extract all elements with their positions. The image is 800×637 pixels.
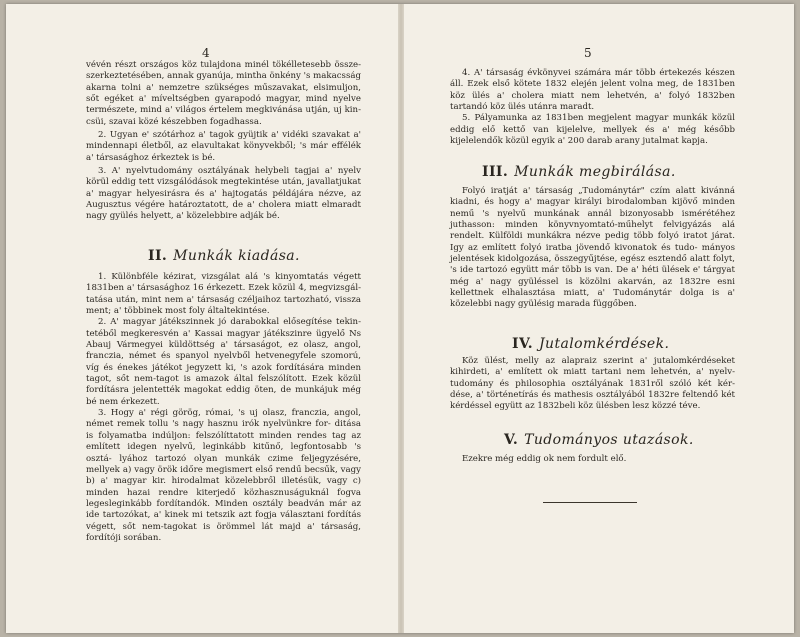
paragraph-continuation	[86, 60, 361, 223]
left-page	[6, 4, 398, 633]
section-5-body	[450, 454, 735, 465]
text-block: Köz ülést, melly az alapraiz szerint a' jutalomkérdéseket kihirdeti, a' említett ok miatt tartani nem lehetvén, a' nyelv- tudomány és philosophia osztályának 1831ről szóló két kér- dése, a' történetírás és mathesis osztályából 1832re feltendő két kérdéssel együtt az 1832beli köz ülésben lesz közzé téve.	[450, 356, 735, 412]
section-heading-2: II. Munkák kiadása.	[148, 248, 300, 264]
list-item-1: 1. Különbféle kézirat, vizsgálat alá 's kinyomtatás végett 1831ben a' társasághoz 16 érkezett. Ezek közül 4, megvizsgál- tatása után, mint nem a' társaság czéljaihoz tartozható, vissza ment; a' többinek most foly általtekintése.	[86, 272, 361, 317]
page-number: 4	[202, 46, 211, 60]
section-3-body	[450, 186, 735, 311]
list-item-3: 3. A' nyelvtudomány osztályának helybeli tagjai a' nyelv körül eddig tett vizsgálódások megtekintése után, javallatjukat a' magyar helyesirásra és a' hajtogatás példájára nézve, az Augusztus végére határoztatott, de a' cholera miatt elmaradt nagy gyülés helyett, a' közelebbire adják bé.	[86, 166, 361, 222]
section-heading-4: IV. Jutalomkérdések.	[512, 336, 670, 352]
section-2-body	[86, 272, 361, 544]
list-item-4: 4. A' társaság évkönyvei számára már több értekezés készen áll. Ezek első kötete 1832 elején jelent volna meg, de 1831ben köz ülés a' cholera miatt nem lehetvén, a' folyó 1832ben tartandó köz ülés utánra maradt.	[450, 68, 736, 113]
list-item-2: 2. A' magyar játékszinnek jó darabokkal elősegítése tekin- tetéből megkeresvén a' Kassai magyar játékszinre ügyelő Ns Abauj Vármegyei küldöttség a' társaságot, ez olasz, angol, franczia, német és spanyol nyelvből hetvenegyfele szomorú, víg és énekes játékot jegyzett ki, 's azok fordítására minden tagot, sőt nem-tagot is amazok által felszólított. Ezek közül fordításra jelentették magokat eddig öten, de munkájuk még bé nem érkezett.	[86, 317, 361, 407]
text-block: Ezekre még eddig ok nem fordult elő.	[462, 454, 627, 464]
book-spread	[6, 4, 794, 633]
end-rule	[543, 502, 637, 503]
section-2-continued	[450, 68, 735, 147]
list-item-3: 3. Hogy a' régi görög, római, 's uj olasz, franczia, angol, német remek tollu 's nagy hasznu irók nyelvünkre for- ditása is folyamatba indúljon: felszólíttatott minden rendes tag az említett idegen nyelvű, leginkább kitűnő, legfontosabb 's osztá- lyához tartozó olyan munkák czime feljegyzésére, mellyek a) vagy örök időre megismert első rendű becsűk, vagy b) a' magyar kir. hirodalmat közelebbről illetésük, vagy c) minden hazai rendre kiterjedő közhasznuságuknál fogva legesleginkább fordítandók. Minden osztály beadván már az ide tartozókat, a' kinek mi tetszik azt fogja választani fordítás végett, sőt nem-tagokat is örömmel lát majd a' társaság, fordítóji sorában.	[86, 408, 362, 543]
page-number: 5	[584, 46, 593, 60]
right-page	[404, 4, 794, 633]
text-block: Folyó iratját a' társaság „Tudománytár" czím alatt kivánná kiadni, és hogy a' magyar királyi birodalomban kijövő minden nemű 's nyelvű munkának annál bizonyosabb ismérétéhez juthasson: minden könyvnyomtató-műhelyt felvigyázás alá rendelt. Külföldi munkákra nézve pedig több folyó iratot járat. Igy az említett folyó iratba jövendő kivonatok és tudo- mányos jelentések kidolgozása, összegyűjtése, egész esztendő alatt folyt, 's ide tartozó együtt már több is van. De a' héti ülések e' tárgyat még a' nagy gyüléssel is közölni akarván, az 1832re esni kellettnek elhalasztása miatt, a' Tudománytár dolga is a' közelebbi nagy gyülésig marada függőben.	[450, 186, 736, 310]
list-item-2: 2. Ugyan e' szótárhoz a' tagok gyüjtik a' vidéki szavakat a' mindennapi életből, az elavultakat könyvekből; 's már effélék a' társasághoz érkeztek is bé.	[86, 130, 362, 163]
list-item-5: 5. Pályamunka az 1831ben megjelent magyar munkák közül eddig elő kettő van kijelelve, mellyek és a' még később kijelelendők közül egyik a' 200 darab arany jutalmat kapja.	[450, 113, 735, 147]
section-4-body	[450, 356, 735, 413]
text-block: vévén részt országos köz tulajdona minél tökélletesebb össze- szerkeztetésében, annak gyanúja, mintha önkény 's makacsság akarna tolni a' nemzetre szükséges műszavakat, elsimuljon, sőt egéket a' míveltségben gyarapodó magyar, mind nyelve természete, mind a' világos értelem megkivánása utján, uj kin- csüi, szavai közé készebben fogadhassa.	[86, 60, 361, 127]
section-heading-3: III. Munkák megbirálása.	[482, 164, 676, 180]
section-heading-5: V. Tudományos utazások.	[504, 432, 694, 448]
